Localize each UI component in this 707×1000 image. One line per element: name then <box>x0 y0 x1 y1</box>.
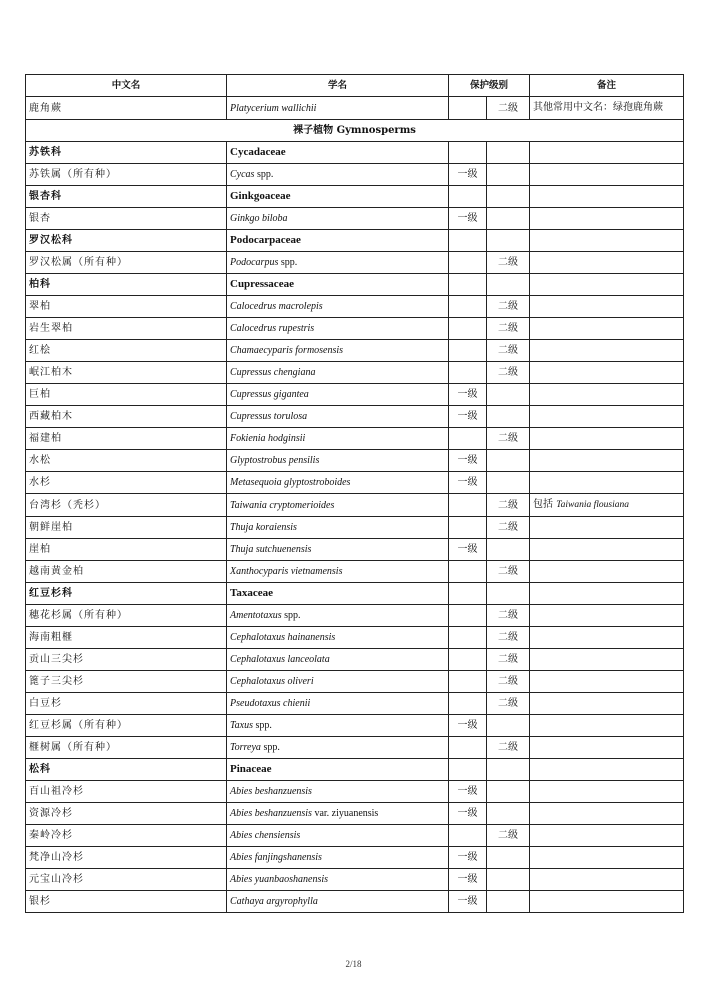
family-row <box>26 142 684 164</box>
scientific-name-suffix: var. ziyuanensis <box>311 808 379 819</box>
note-cell <box>530 539 684 561</box>
scientific-name-italic: Cephalotaxus hainanensis <box>230 632 336 643</box>
level-one-cell <box>449 428 487 450</box>
level-one-cell: 一级 <box>449 164 487 186</box>
level-two-cell <box>487 759 530 781</box>
note-cell <box>530 649 684 671</box>
level-one-cell <box>449 230 487 252</box>
level-two-cell <box>487 583 530 605</box>
note-cell <box>530 825 684 847</box>
level-two-cell: 二级 <box>487 296 530 318</box>
family-chinese-name: 罗汉松科 <box>26 230 227 252</box>
species-scientific-name <box>227 649 449 671</box>
scientific-name-italic: Abies beshanzuensis <box>230 808 312 819</box>
note-cell <box>530 627 684 649</box>
level-one-cell: 一级 <box>449 869 487 891</box>
species-chinese-name: 罗汉松属（所有种） <box>26 252 227 274</box>
section-title: 裸子植物 Gymnosperms <box>26 120 684 142</box>
scientific-name-italic: Amentotaxus <box>230 610 282 621</box>
species-scientific-name <box>227 869 449 891</box>
species-scientific-name <box>227 847 449 869</box>
level-two-cell <box>487 230 530 252</box>
species-chinese-name: 巨柏 <box>26 384 227 406</box>
species-row <box>26 362 684 384</box>
level-one-cell <box>449 186 487 208</box>
species-chinese-name: 越南黄金柏 <box>26 561 227 583</box>
species-scientific-name <box>227 671 449 693</box>
species-chinese-name: 银杉 <box>26 891 227 913</box>
note-cell <box>530 340 684 362</box>
species-row <box>26 164 684 186</box>
species-row <box>26 847 684 869</box>
level-two-cell: 二级 <box>487 627 530 649</box>
level-two-cell <box>487 781 530 803</box>
table-header-row <box>26 75 684 97</box>
level-two-cell: 二级 <box>487 318 530 340</box>
species-row <box>26 517 684 539</box>
level-two-cell <box>487 891 530 913</box>
species-chinese-name: 西藏柏木 <box>26 406 227 428</box>
species-row <box>26 737 684 759</box>
species-chinese-name: 红豆杉属（所有种） <box>26 715 227 737</box>
level-one-cell <box>449 97 487 120</box>
note-cell <box>530 208 684 230</box>
level-two-cell <box>487 406 530 428</box>
level-one-cell: 一级 <box>449 406 487 428</box>
species-row <box>26 693 684 715</box>
species-row <box>26 715 684 737</box>
note-cell <box>530 318 684 340</box>
protected-plants-table <box>25 74 684 913</box>
species-row <box>26 252 684 274</box>
family-row <box>26 230 684 252</box>
level-one-cell <box>449 318 487 340</box>
note-cell <box>530 142 684 164</box>
family-chinese-name: 柏科 <box>26 274 227 296</box>
species-chinese-name: 秦岭冷杉 <box>26 825 227 847</box>
species-chinese-name: 台湾杉（秃杉） <box>26 494 227 517</box>
scientific-name-italic: Ginkgo biloba <box>230 213 288 224</box>
note-cell <box>530 605 684 627</box>
scientific-name-italic: Thuja sutchuenensis <box>230 544 312 555</box>
level-two-cell: 二级 <box>487 649 530 671</box>
species-scientific-name <box>227 781 449 803</box>
note-scientific-name: Taiwania flousiana <box>556 500 629 510</box>
note-text: 包括 <box>533 499 557 510</box>
note-cell <box>530 583 684 605</box>
species-row <box>26 428 684 450</box>
species-row <box>26 891 684 913</box>
family-scientific-name: Podocarpaceae <box>227 230 449 252</box>
level-one-cell <box>449 362 487 384</box>
species-row <box>26 671 684 693</box>
level-two-cell: 二级 <box>487 517 530 539</box>
species-scientific-name <box>227 252 449 274</box>
species-row <box>26 869 684 891</box>
species-scientific-name <box>227 715 449 737</box>
scientific-name-italic: Abies yuanbaoshanensis <box>230 874 329 885</box>
note-cell <box>530 891 684 913</box>
species-row <box>26 318 684 340</box>
level-one-cell <box>449 494 487 517</box>
family-chinese-name: 苏铁科 <box>26 142 227 164</box>
note-text: 其他常用中文名：绿孢鹿角蕨 <box>533 102 664 113</box>
level-one-cell <box>449 583 487 605</box>
species-chinese-name: 水松 <box>26 450 227 472</box>
species-chinese-name: 百山祖冷杉 <box>26 781 227 803</box>
species-chinese-name: 白豆杉 <box>26 693 227 715</box>
species-row <box>26 340 684 362</box>
note-cell <box>530 362 684 384</box>
level-one-cell <box>449 274 487 296</box>
family-scientific-name: Cycadaceae <box>227 142 449 164</box>
level-two-cell: 二级 <box>487 605 530 627</box>
species-chinese-name: 苏铁属（所有种） <box>26 164 227 186</box>
species-chinese-name: 水杉 <box>26 472 227 494</box>
species-scientific-name <box>227 561 449 583</box>
species-chinese-name: 穗花杉属（所有种） <box>26 605 227 627</box>
scientific-name-italic: Cupressus torulosa <box>230 411 308 422</box>
family-row <box>26 186 684 208</box>
scientific-name-italic: Platycerium wallichii <box>230 102 317 114</box>
note-cell <box>530 517 684 539</box>
level-two-cell: 二级 <box>487 252 530 274</box>
table-body <box>26 97 684 913</box>
species-scientific-name <box>227 406 449 428</box>
scientific-name-italic: Glyptostrobus pensilis <box>230 455 320 466</box>
species-scientific-name <box>227 693 449 715</box>
note-cell <box>530 186 684 208</box>
species-row <box>26 406 684 428</box>
species-scientific-name <box>227 97 449 120</box>
species-scientific-name <box>227 472 449 494</box>
note-cell <box>530 869 684 891</box>
species-chinese-name: 崖柏 <box>26 539 227 561</box>
note-cell <box>530 693 684 715</box>
species-chinese-name: 岷江柏木 <box>26 362 227 384</box>
scientific-name-italic: Torreya <box>230 742 261 753</box>
scientific-name-italic: Cephalotaxus lanceolata <box>230 654 330 665</box>
note-cell <box>530 759 684 781</box>
species-row <box>26 825 684 847</box>
note-cell <box>530 450 684 472</box>
species-scientific-name <box>227 737 449 759</box>
note-cell <box>530 164 684 186</box>
note-cell <box>530 296 684 318</box>
family-chinese-name: 红豆杉科 <box>26 583 227 605</box>
species-scientific-name <box>227 340 449 362</box>
family-chinese-name: 松科 <box>26 759 227 781</box>
scientific-name-italic: Metasequoia glyptostroboides <box>230 477 351 488</box>
scientific-name-italic: Podocarpus <box>230 257 279 268</box>
note-cell <box>530 803 684 825</box>
level-one-cell: 一级 <box>449 208 487 230</box>
species-chinese-name: 元宝山冷杉 <box>26 869 227 891</box>
species-row <box>26 605 684 627</box>
species-scientific-name <box>227 164 449 186</box>
species-scientific-name <box>227 318 449 340</box>
level-one-cell <box>449 340 487 362</box>
scientific-name-italic: Xanthocyparis vietnamensis <box>230 566 343 577</box>
species-row <box>26 97 684 120</box>
species-scientific-name <box>227 627 449 649</box>
family-row <box>26 583 684 605</box>
level-two-cell: 二级 <box>487 561 530 583</box>
species-chinese-name: 岩生翠柏 <box>26 318 227 340</box>
scientific-name-suffix: spp. <box>252 720 272 731</box>
level-one-cell: 一级 <box>449 472 487 494</box>
level-two-cell <box>487 186 530 208</box>
species-scientific-name <box>227 517 449 539</box>
species-row <box>26 561 684 583</box>
level-two-cell: 二级 <box>487 737 530 759</box>
note-cell <box>530 737 684 759</box>
species-scientific-name <box>227 428 449 450</box>
level-two-cell <box>487 164 530 186</box>
level-one-cell <box>449 759 487 781</box>
species-chinese-name: 银杏 <box>26 208 227 230</box>
level-one-cell <box>449 605 487 627</box>
level-two-cell <box>487 142 530 164</box>
level-two-cell: 二级 <box>487 825 530 847</box>
species-scientific-name <box>227 605 449 627</box>
level-two-cell: 二级 <box>487 671 530 693</box>
scientific-name-suffix: spp. <box>260 742 280 753</box>
scientific-name-italic: Cycas <box>230 169 255 180</box>
species-row <box>26 803 684 825</box>
species-scientific-name <box>227 450 449 472</box>
scientific-name-italic: Abies chensiensis <box>230 830 301 841</box>
scientific-name-italic: Taiwania cryptomerioides <box>230 499 335 511</box>
species-scientific-name <box>227 494 449 517</box>
note-cell <box>530 230 684 252</box>
species-row <box>26 627 684 649</box>
level-two-cell <box>487 715 530 737</box>
scientific-name-italic: Abies fanjingshanensis <box>230 852 322 863</box>
species-row <box>26 450 684 472</box>
species-scientific-name <box>227 803 449 825</box>
species-chinese-name: 朝鲜崖柏 <box>26 517 227 539</box>
level-one-cell: 一级 <box>449 539 487 561</box>
level-one-cell <box>449 627 487 649</box>
note-cell <box>530 781 684 803</box>
level-one-cell <box>449 517 487 539</box>
species-chinese-name: 资源冷杉 <box>26 803 227 825</box>
section-header-row <box>26 120 684 142</box>
level-one-cell: 一级 <box>449 384 487 406</box>
note-cell <box>530 384 684 406</box>
scientific-name-suffix: spp. <box>281 610 301 621</box>
header-notes: 备注 <box>530 75 684 97</box>
species-row <box>26 781 684 803</box>
species-scientific-name <box>227 384 449 406</box>
level-one-cell: 一级 <box>449 891 487 913</box>
level-one-cell: 一级 <box>449 715 487 737</box>
species-scientific-name <box>227 362 449 384</box>
level-one-cell <box>449 561 487 583</box>
family-scientific-name: Ginkgoaceae <box>227 186 449 208</box>
species-chinese-name: 红桧 <box>26 340 227 362</box>
note-cell <box>530 715 684 737</box>
scientific-name-suffix: spp. <box>278 257 298 268</box>
scientific-name-italic: Taxus <box>230 720 253 731</box>
species-row <box>26 296 684 318</box>
level-one-cell <box>449 252 487 274</box>
scientific-name-italic: Cathaya argyrophylla <box>230 896 318 907</box>
level-two-cell <box>487 869 530 891</box>
scientific-name-italic: Chamaecyparis formosensis <box>230 345 344 356</box>
level-two-cell <box>487 803 530 825</box>
level-two-cell: 二级 <box>487 340 530 362</box>
level-two-cell <box>487 274 530 296</box>
species-scientific-name <box>227 296 449 318</box>
species-scientific-name <box>227 825 449 847</box>
header-protection-level: 保护级别 <box>449 75 530 97</box>
scientific-name-italic: Cupressus chengiana <box>230 367 316 378</box>
level-two-cell: 二级 <box>487 494 530 517</box>
header-scientific-name: 学名 <box>227 75 449 97</box>
level-one-cell <box>449 825 487 847</box>
level-one-cell <box>449 649 487 671</box>
scientific-name-italic: Fokienia hodginsii <box>230 433 306 444</box>
scientific-name-italic: Cupressus gigantea <box>230 389 309 400</box>
species-chinese-name: 梵净山冷杉 <box>26 847 227 869</box>
family-scientific-name: Cupressaceae <box>227 274 449 296</box>
note-cell <box>530 274 684 296</box>
species-row <box>26 649 684 671</box>
species-scientific-name <box>227 539 449 561</box>
page-number: 2/18 <box>345 959 362 969</box>
scientific-name-italic: Calocedrus macrolepis <box>230 301 323 312</box>
level-two-cell: 二级 <box>487 693 530 715</box>
species-chinese-name: 翠柏 <box>26 296 227 318</box>
level-two-cell <box>487 384 530 406</box>
species-row <box>26 384 684 406</box>
note-cell <box>530 97 684 120</box>
level-two-cell <box>487 539 530 561</box>
family-scientific-name: Taxaceae <box>227 583 449 605</box>
note-cell <box>530 847 684 869</box>
level-one-cell <box>449 296 487 318</box>
level-one-cell: 一级 <box>449 847 487 869</box>
note-cell <box>530 428 684 450</box>
family-row <box>26 759 684 781</box>
level-two-cell: 二级 <box>487 97 530 120</box>
family-chinese-name: 银杏科 <box>26 186 227 208</box>
level-one-cell: 一级 <box>449 781 487 803</box>
scientific-name-italic: Cephalotaxus oliveri <box>230 676 314 687</box>
note-cell <box>530 252 684 274</box>
family-scientific-name: Pinaceae <box>227 759 449 781</box>
note-cell <box>530 671 684 693</box>
level-one-cell <box>449 671 487 693</box>
level-two-cell: 二级 <box>487 428 530 450</box>
note-cell <box>530 406 684 428</box>
scientific-name-italic: Pseudotaxus chienii <box>230 698 311 709</box>
level-one-cell: 一级 <box>449 450 487 472</box>
species-chinese-name: 贡山三尖杉 <box>26 649 227 671</box>
scientific-name-italic: Thuja koraiensis <box>230 522 297 533</box>
level-one-cell <box>449 693 487 715</box>
scientific-name-italic: Abies beshanzuensis <box>230 786 312 797</box>
species-row <box>26 494 684 517</box>
species-chinese-name: 海南粗榧 <box>26 627 227 649</box>
level-two-cell: 二级 <box>487 362 530 384</box>
header-chinese-name: 中文名 <box>26 75 227 97</box>
note-cell <box>530 561 684 583</box>
species-scientific-name <box>227 891 449 913</box>
scientific-name-italic: Calocedrus rupestris <box>230 323 315 334</box>
species-chinese-name: 鹿角蕨 <box>26 97 227 120</box>
note-cell <box>530 494 684 517</box>
species-chinese-name: 福建柏 <box>26 428 227 450</box>
species-row <box>26 472 684 494</box>
level-two-cell <box>487 847 530 869</box>
level-two-cell <box>487 472 530 494</box>
species-row <box>26 539 684 561</box>
level-one-cell <box>449 142 487 164</box>
level-two-cell <box>487 208 530 230</box>
scientific-name-suffix: spp. <box>254 169 274 180</box>
level-one-cell: 一级 <box>449 803 487 825</box>
note-cell <box>530 472 684 494</box>
level-two-cell <box>487 450 530 472</box>
species-chinese-name: 榧树属（所有种） <box>26 737 227 759</box>
level-one-cell <box>449 737 487 759</box>
family-row <box>26 274 684 296</box>
species-chinese-name: 篦子三尖杉 <box>26 671 227 693</box>
species-scientific-name <box>227 208 449 230</box>
species-row <box>26 208 684 230</box>
